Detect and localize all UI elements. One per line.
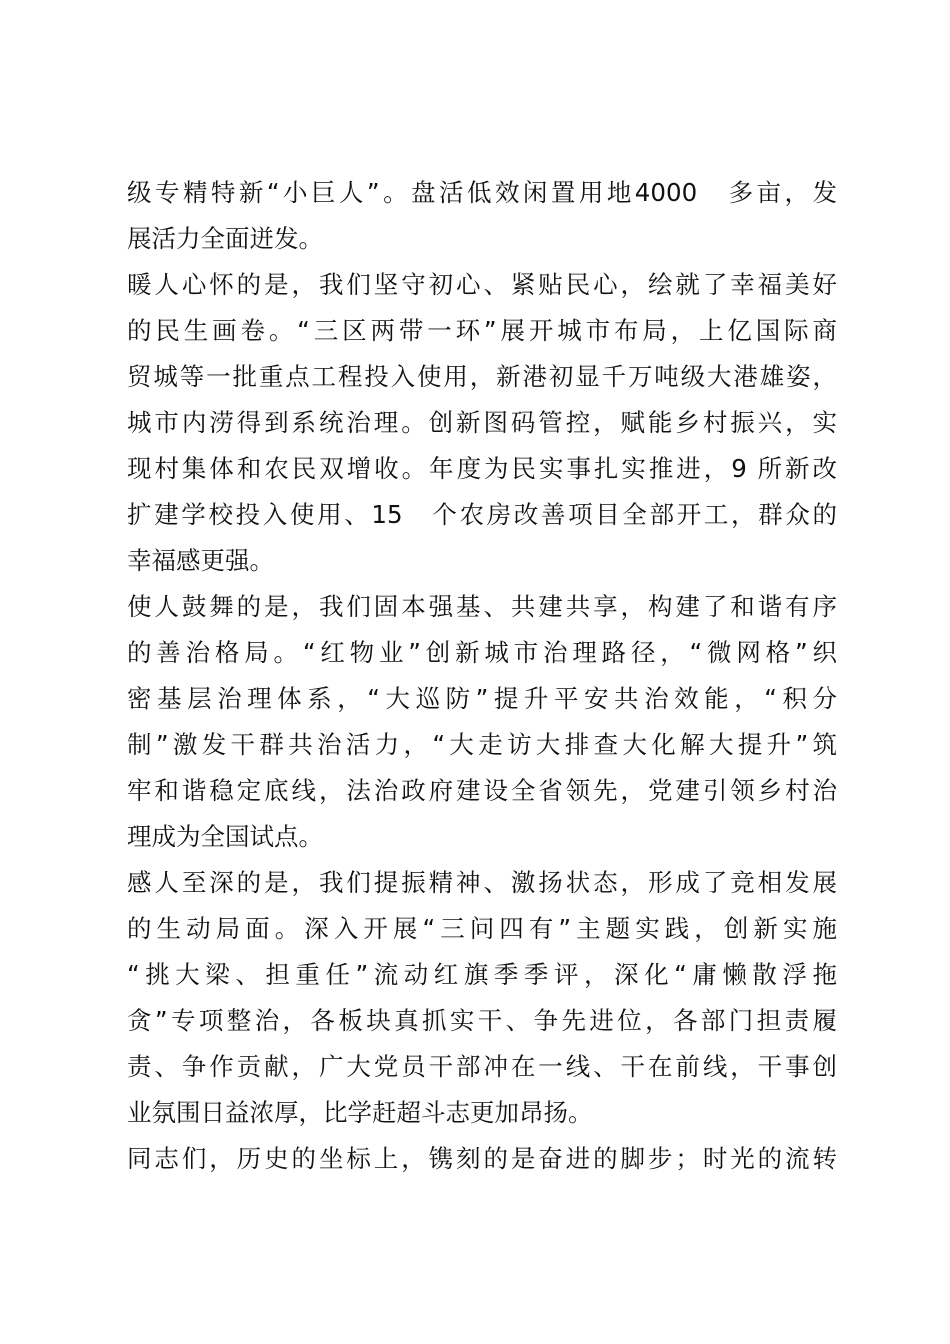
text-line: 的民生画卷。“三区两带一环”展开城市布局，上亿国际商 — [127, 316, 837, 345]
text-line: 使人鼓舞的是，我们固本强基、共建共享，构建了和谐有序 — [127, 592, 837, 621]
paragraph — [127, 170, 837, 262]
text-line: 展活力全面迸发。 — [127, 224, 323, 253]
paragraph — [127, 1136, 837, 1182]
text-line: 暖人心怀的是，我们坚守初心、紧贴民心，绘就了幸福美好 — [127, 270, 837, 299]
text-line: 级专精特新“小巨人”。盘活低效闲置用地4000 多亩，发 — [127, 178, 837, 207]
paragraph — [127, 860, 837, 1136]
text-line: 责、争作贡献，广大党员干部冲在一线、干在前线，干事创 — [127, 1052, 837, 1081]
text-line: “挑大梁、担重任”流动红旗季季评，深化“庸懒散浮拖 — [127, 960, 837, 989]
text-line: 牢和谐稳定底线，法治政府建设全省领先，党建引领乡村治 — [127, 776, 837, 805]
text-line: 贸城等一批重点工程投入使用，新港初显千万吨级大港雄姿， — [127, 362, 837, 391]
paragraph — [127, 262, 837, 584]
paragraph — [127, 584, 837, 860]
text-line: 的生动局面。深入开展“三问四有”主题实践，创新实施 — [127, 914, 837, 943]
text-line: 的善治格局。“红物业”创新城市治理路径，“微网格”织 — [127, 638, 837, 667]
text-line: 城市内涝得到系统治理。创新图码管控，赋能乡村振兴，实 — [127, 408, 837, 437]
text-line: 同志们，历史的坐标上，镌刻的是奋进的脚步；时光的流转 — [127, 1144, 837, 1173]
text-line: 扩建学校投入使用、15 个农房改善项目全部开工，群众的 — [127, 500, 837, 529]
body-text — [127, 170, 837, 1182]
text-line: 制”激发干群共治活力，“大走访大排查大化解大提升”筑 — [127, 730, 837, 759]
text-line: 业氛围日益浓厚，比学赶超斗志更加昂扬。 — [127, 1098, 593, 1127]
text-line: 理成为全国试点。 — [127, 822, 323, 851]
text-line: 贪”专项整治，各板块真抓实干、争先进位，各部门担责履 — [127, 1006, 837, 1035]
text-line: 感人至深的是，我们提振精神、激扬状态，形成了竞相发展 — [127, 868, 837, 897]
text-line: 幸福感更强。 — [127, 546, 274, 575]
text-line: 密基层治理体系，“大巡防”提升平安共治效能，“积分 — [127, 684, 837, 713]
text-line: 现村集体和农民双增收。年度为民实事扎实推进，9 所新改 — [127, 454, 837, 483]
